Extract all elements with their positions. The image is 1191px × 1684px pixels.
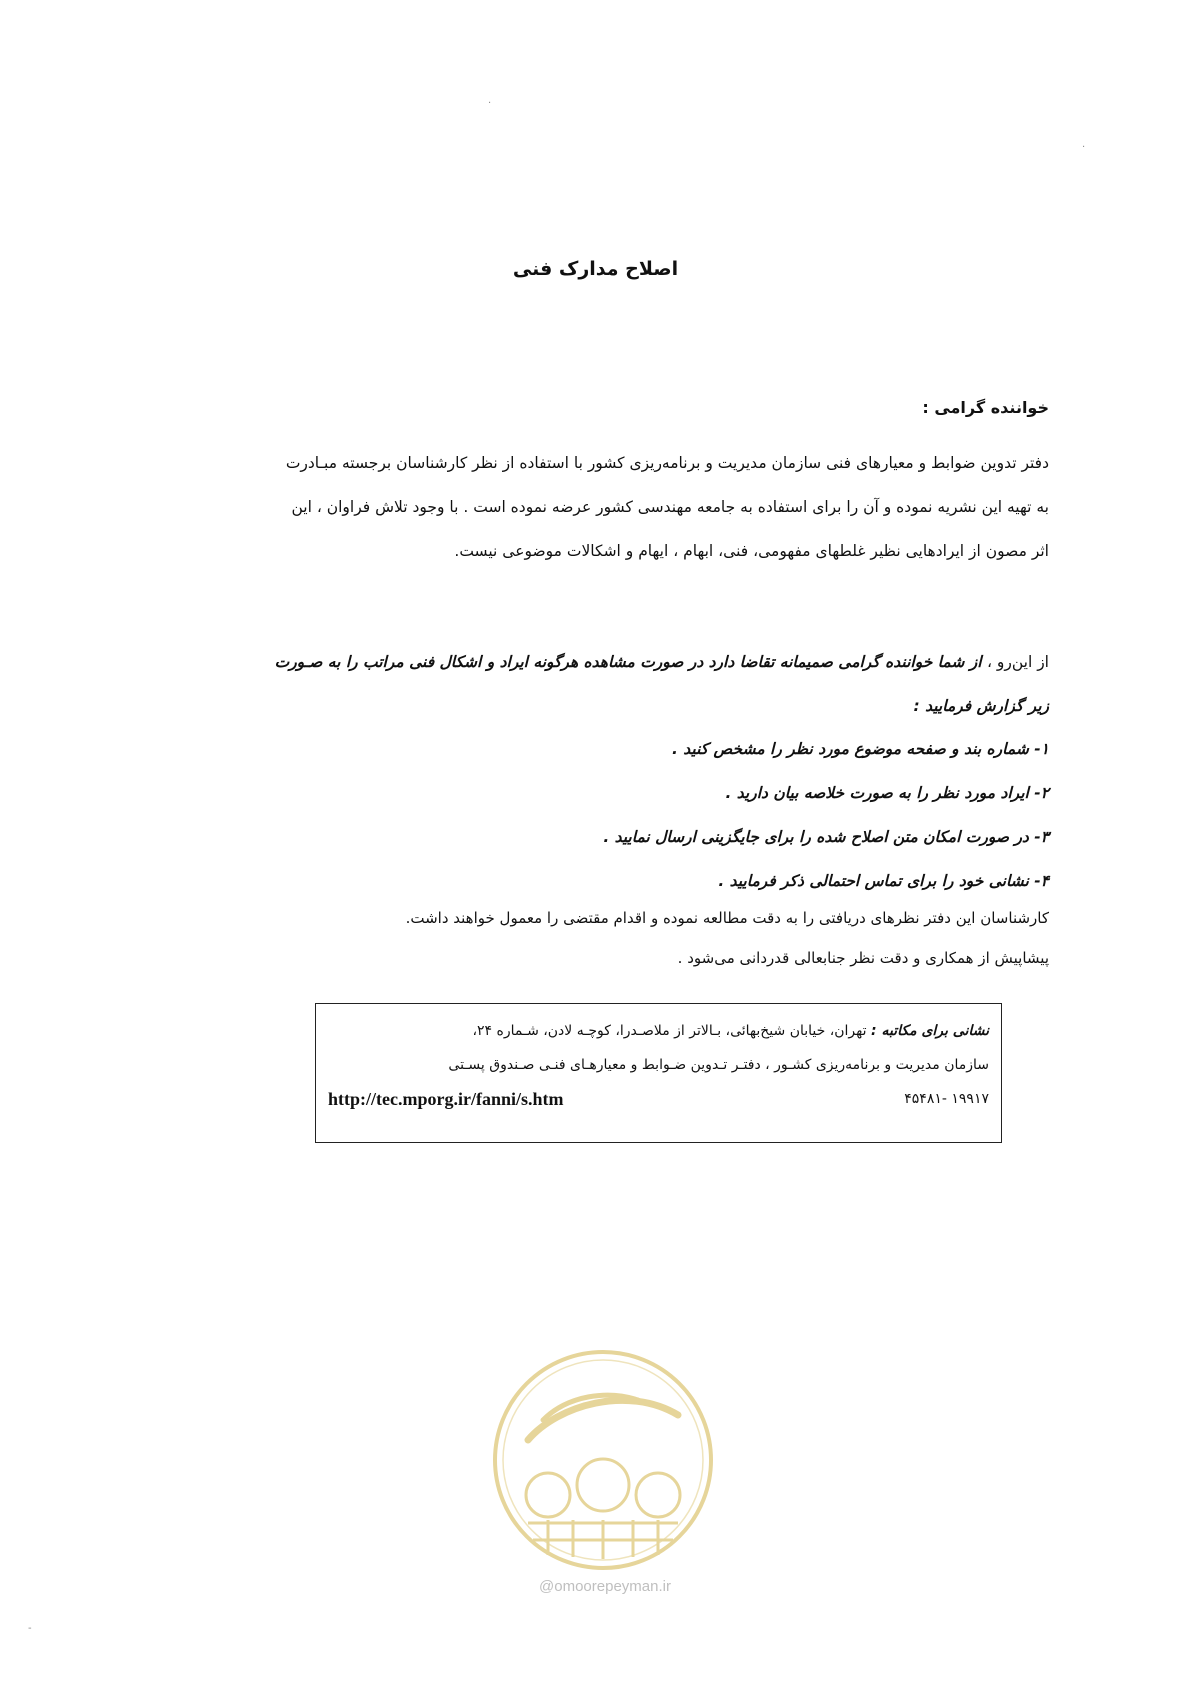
address-line	[328, 1082, 989, 1116]
postal-box: ۱۹۹۱۷ -۴۵۴۸۱	[904, 1091, 989, 1107]
request-prefix: از این‌رو ،	[986, 653, 1049, 671]
list-item: ۳- در صورت امکان متن اصلاح شده را برای جایگزینی ارسال نمایید .	[603, 828, 1049, 846]
intro-line: دفتر تدوین ضوابط و معیارهای فنی سازمان مدیریت و برنامه‌ریزی کشور با استفاده از نظر کارشناسان برجسته مبـادرت	[285, 454, 1049, 472]
address-street: تهران، خیابان شیخ‌بهائی، بـالاتر از ملاصـدرا، کوچـه لادن، شـماره ۲۴،	[472, 1023, 867, 1039]
scan-speck: -	[28, 1623, 32, 1634]
request-paragraph	[178, 640, 1049, 728]
intro-line: به تهیه این نشریه نموده و آن را برای استفاده به جامعه مهندسی کشور عرضه نموده است . با وجود تلاش فراوان ، این	[291, 498, 1049, 516]
closing-line: پیشاپیش از همکاری و دقت نظر جنابعالی قدردانی می‌شود .	[677, 949, 1049, 967]
list-item: ۴- نشانی خود را برای تماس احتمالی ذکر فرمایید .	[718, 872, 1049, 890]
address-line	[328, 1014, 989, 1048]
list-item: ۱- شماره بند و صفحه موضوع مورد نظر را مشخص کنید .	[671, 740, 1049, 758]
instruction-list	[178, 727, 1049, 903]
salutation: خواننده گرامی :	[922, 398, 1049, 417]
address-line: سازمان مدیریت و برنامه‌ریزی کشـور ، دفتـر تـدوین ضـوابط و معیارهـای فنـی صـندوق پسـتی	[448, 1057, 989, 1073]
address-lead: نشانی برای مکاتبه :	[870, 1023, 989, 1039]
closing-paragraph	[178, 898, 1049, 978]
seal-logo	[488, 1345, 718, 1575]
address-box	[315, 1003, 1002, 1143]
list-item: ۲- ایراد مورد نظر را به صورت خلاصه بیان دارید .	[725, 784, 1049, 802]
intro-paragraph	[178, 441, 1049, 573]
page-title: اصلاح مدارک فنی	[512, 258, 679, 280]
request-line: زیر گزارش فرمایید :	[913, 697, 1049, 715]
intro-line: اثر مصون از ایرادهایی نظیر غلطهای مفهومی، فنی، ابهام ، ایهام و اشکالات موضوعی نیست.	[454, 542, 1049, 560]
watermark-text: @omoorepeyman.ir	[539, 1578, 671, 1595]
request-line: از این‌رو ، از شما خواننده گرامی صمیمانه تقاضا دارد در صورت مشاهده هرگونه ایراد و اشکال فنی مراتب را به صـورت	[274, 653, 1049, 671]
scan-speck: ·	[488, 98, 492, 109]
website-link[interactable]: http://tec.mporg.ir/fanni/s.htm	[328, 1089, 564, 1109]
closing-line: کارشناسان این دفتر نظرهای دریافتی را به دقت مطالعه نموده و اقدام مقتضی را معمول خواهند داشت.	[405, 909, 1049, 927]
scan-speck: ·	[1082, 142, 1086, 153]
